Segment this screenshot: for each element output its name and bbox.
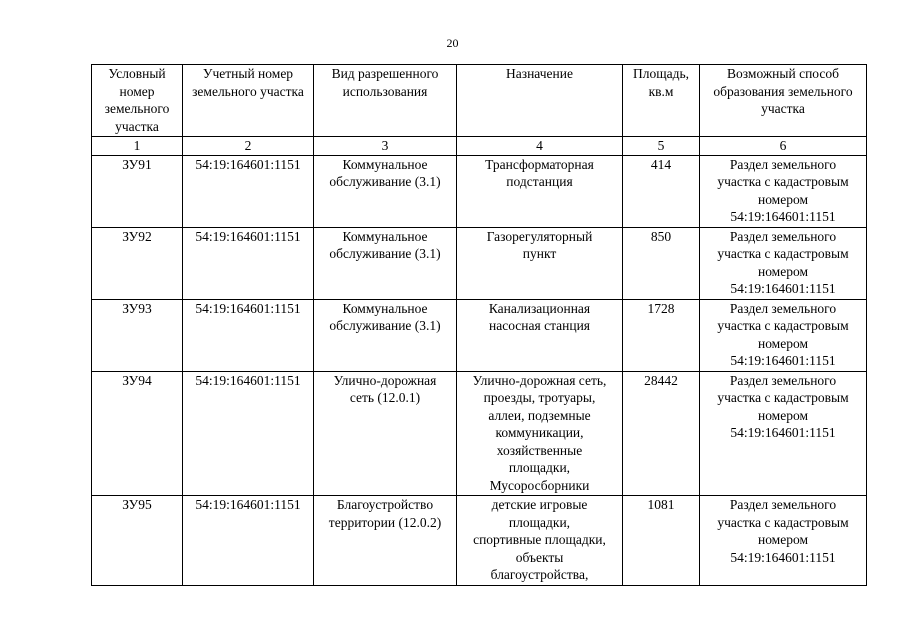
- land-plots-table: [91, 64, 867, 586]
- page-number: 20: [446, 36, 459, 50]
- formation-method-cell: Раздел земельного участка с кадастровым номером 54:19:164601:1151: [700, 155, 867, 227]
- plot-id-cell: ЗУ91: [92, 155, 183, 227]
- permitted-use-cell: Коммунальное обслуживание (3.1): [314, 155, 457, 227]
- area-cell: 850: [623, 227, 700, 299]
- purpose-cell: детские игровые площадки, спортивные площадки, объекты благоустройства,: [457, 496, 623, 586]
- header-area: Площадь, кв.м: [623, 65, 700, 137]
- table-row: [92, 371, 867, 496]
- header-cadastral-number: Учетный номер земельного участка: [183, 65, 314, 137]
- formation-method-cell: Раздел земельного участка с кадастровым номером 54:19:164601:1151: [700, 227, 867, 299]
- header-permitted-use: Вид разрешенного использования: [314, 65, 457, 137]
- area-cell: 414: [623, 155, 700, 227]
- table-row: [92, 155, 867, 227]
- area-cell: 28442: [623, 371, 700, 496]
- plot-id-cell: ЗУ93: [92, 299, 183, 371]
- area-cell: 1728: [623, 299, 700, 371]
- column-number: 3: [314, 137, 457, 156]
- formation-method-cell: Раздел земельного участка с кадастровым номером 54:19:164601:1151: [700, 371, 867, 496]
- plot-id-cell: ЗУ94: [92, 371, 183, 496]
- header-purpose: Назначение: [457, 65, 623, 137]
- permitted-use-cell: Улично-дорожная сеть (12.0.1): [314, 371, 457, 496]
- column-number: 1: [92, 137, 183, 156]
- permitted-use-cell: Благоустройство территории (12.0.2): [314, 496, 457, 586]
- cadastral-number-cell: 54:19:164601:1151: [183, 155, 314, 227]
- header-plot-id: Условный номер земельного участка: [92, 65, 183, 137]
- column-number-row: [92, 137, 867, 156]
- header-formation-method: Возможный способ образования земельного участка: [700, 65, 867, 137]
- column-number: 6: [700, 137, 867, 156]
- cadastral-number-cell: 54:19:164601:1151: [183, 299, 314, 371]
- table-row: [92, 496, 867, 586]
- cadastral-number-cell: 54:19:164601:1151: [183, 496, 314, 586]
- table-row: [92, 299, 867, 371]
- permitted-use-cell: Коммунальное обслуживание (3.1): [314, 227, 457, 299]
- column-number: 5: [623, 137, 700, 156]
- table-row: [92, 227, 867, 299]
- column-number: 4: [457, 137, 623, 156]
- purpose-cell: Канализационная насосная станция: [457, 299, 623, 371]
- purpose-cell: Газорегуляторный пункт: [457, 227, 623, 299]
- formation-method-cell: Раздел земельного участка с кадастровым номером 54:19:164601:1151: [700, 299, 867, 371]
- header-row: [92, 65, 867, 137]
- plot-id-cell: ЗУ92: [92, 227, 183, 299]
- cadastral-number-cell: 54:19:164601:1151: [183, 371, 314, 496]
- permitted-use-cell: Коммунальное обслуживание (3.1): [314, 299, 457, 371]
- area-cell: 1081: [623, 496, 700, 586]
- purpose-cell: Трансформаторная подстанция: [457, 155, 623, 227]
- formation-method-cell: Раздел земельного участка с кадастровым номером 54:19:164601:1151: [700, 496, 867, 586]
- column-number: 2: [183, 137, 314, 156]
- plot-id-cell: ЗУ95: [92, 496, 183, 586]
- purpose-cell: Улично-дорожная сеть, проезды, тротуары, аллеи, подземные коммуникации, хозяйственные площадки, Мусоросборники: [457, 371, 623, 496]
- cadastral-number-cell: 54:19:164601:1151: [183, 227, 314, 299]
